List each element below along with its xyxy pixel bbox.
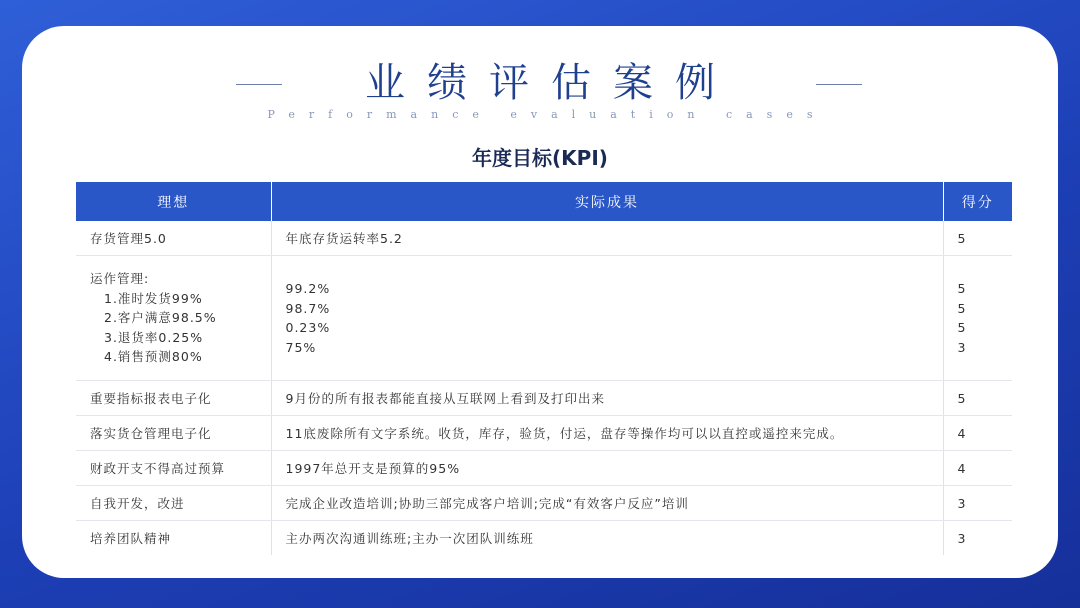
- title-decoration-right: [816, 84, 862, 85]
- table-row: [76, 221, 1012, 256]
- table-row: [76, 451, 1012, 486]
- table-title: 年度目标(KPI): [472, 146, 608, 170]
- cell-score: 5: [943, 381, 1012, 416]
- table-row: [76, 416, 1012, 451]
- kpi-table: [76, 182, 1012, 555]
- header-ideal: 理想: [76, 182, 271, 221]
- cell-score: 4: [943, 451, 1012, 486]
- score-item: 3: [957, 339, 967, 355]
- cell-ideal: [76, 256, 271, 381]
- cell-result: 1997年总开支是预算的95%: [271, 451, 943, 486]
- result-item: 99.2%: [285, 281, 331, 296]
- table-row: [76, 381, 1012, 416]
- ideal-item: 1.准时发货99%: [104, 290, 203, 306]
- cell-ideal: 财政开支不得高过预算: [76, 451, 271, 486]
- cell-score: [943, 256, 1012, 381]
- cell-result: 年底存货运转率5.2: [271, 221, 943, 256]
- cell-score: 3: [943, 486, 1012, 521]
- table-row: [76, 256, 1012, 381]
- score-item: 5: [957, 300, 967, 316]
- cell-score: 5: [943, 221, 1012, 256]
- result-item: 75%: [285, 339, 317, 355]
- table-row: [76, 521, 1012, 556]
- cell-ideal: 落实货仓管理电子化: [76, 416, 271, 451]
- header-result: 实际成果: [271, 182, 943, 221]
- ideal-item: 3.退货率0.25%: [104, 329, 204, 345]
- cell-ideal: 存货管理5.0: [76, 221, 271, 256]
- ideal-title: 运作管理:: [90, 271, 150, 287]
- table-row: [76, 486, 1012, 521]
- cell-ideal: 重要指标报表电子化: [76, 381, 271, 416]
- table-header-row: [76, 182, 1012, 221]
- score-item: 5: [957, 281, 967, 296]
- cell-result: 9月份的所有报表都能直接从互联网上看到及打印出来: [271, 381, 943, 416]
- result-item: 98.7%: [285, 300, 331, 316]
- result-item: 0.23%: [285, 320, 331, 335]
- page-title: 业绩评估案例: [365, 60, 737, 106]
- cell-result: 11底废除所有文字系统。收货，库存，验货，付运，盘存等操作均可以以直控或遥控来完成。: [271, 416, 943, 451]
- ideal-item: 4.销售预测80%: [104, 349, 203, 365]
- cell-score: 4: [943, 416, 1012, 451]
- cell-ideal: 自我开发，改进: [76, 486, 271, 521]
- ideal-item: 2.客户满意98.5%: [104, 310, 217, 326]
- header-score: 得分: [943, 182, 1012, 221]
- cell-ideal: 培养团队精神: [76, 521, 271, 556]
- cell-result: 主办两次沟通训练班;主办一次团队训练班: [271, 521, 943, 556]
- score-item: 5: [957, 320, 967, 335]
- cell-score: 3: [957, 530, 967, 546]
- cell-result: 完成企业改造培训;协助三部完成客户培训;完成“有效客户反应”培训: [271, 486, 943, 521]
- title-row: [0, 58, 1080, 108]
- cell-result: [271, 256, 943, 381]
- page-subtitle: Performance evaluation cases: [267, 108, 827, 121]
